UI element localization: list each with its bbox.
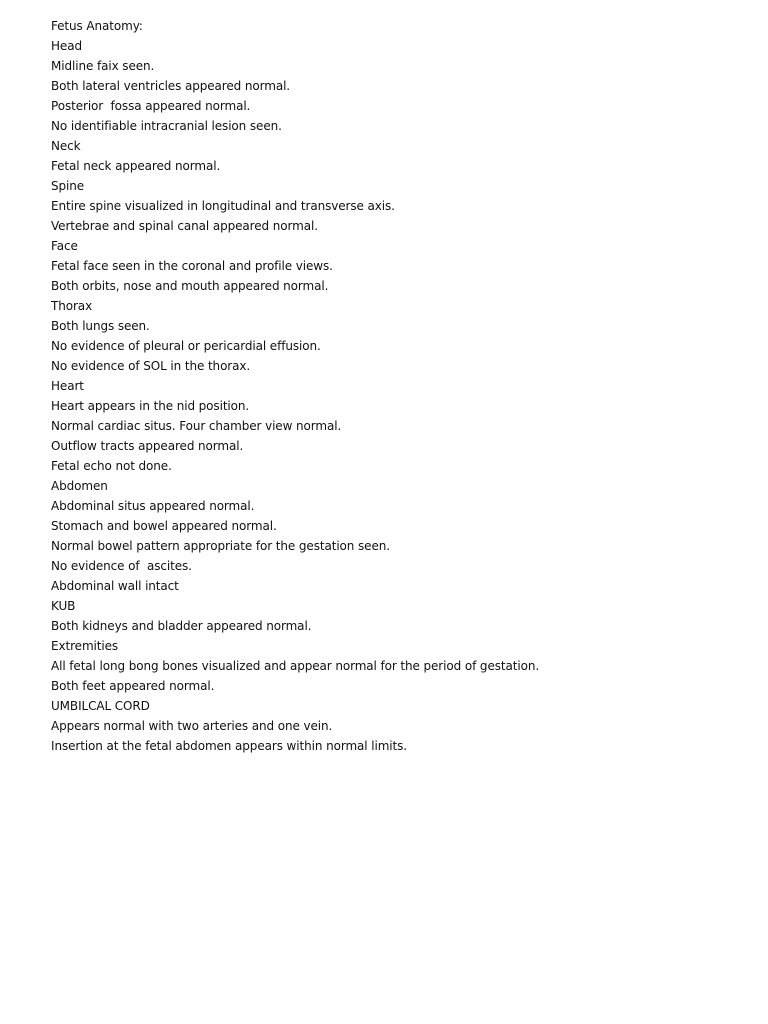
finding-line: Both orbits, nose and mouth appeared normal. (51, 279, 329, 293)
section-heading-heart: Heart (51, 379, 84, 393)
finding-line: Both lungs seen. (51, 319, 150, 333)
section-heading-thorax: Thorax (51, 299, 93, 313)
finding-line: No evidence of SOL in the thorax. (51, 359, 251, 373)
finding-line: No evidence of ascites. (51, 559, 192, 573)
finding-line: Midline faix seen. (51, 59, 155, 73)
finding-line: Both lateral ventricles appeared normal. (51, 79, 291, 93)
section-heading-neck: Neck (51, 139, 81, 153)
finding-line: Fetal echo not done. (51, 459, 172, 473)
section-heading-extremities: Extremities (51, 639, 119, 653)
finding-line: Fetal face seen in the coronal and profile views. (51, 259, 333, 273)
report-title: Fetus Anatomy: (51, 19, 143, 33)
section-heading-kub: KUB (51, 599, 76, 613)
finding-line: Vertebrae and spinal canal appeared normal. (51, 219, 318, 233)
finding-line: Fetal neck appeared normal. (51, 159, 221, 173)
finding-line: Insertion at the fetal abdomen appears within normal limits. (51, 739, 407, 753)
finding-line: Stomach and bowel appeared normal. (51, 519, 277, 533)
finding-line: Normal bowel pattern appropriate for the gestation seen. (51, 539, 390, 553)
finding-line: Abdominal situs appeared normal. (51, 499, 255, 513)
finding-line: Entire spine visualized in longitudinal and transverse axis. (51, 199, 395, 213)
section-heading-face: Face (51, 239, 78, 253)
finding-line: Both kidneys and bladder appeared normal. (51, 619, 312, 633)
finding-line: All fetal long bong bones visualized and appear normal for the period of gestation. (51, 659, 540, 673)
report-page (51, 16, 751, 756)
finding-line: Outflow tracts appeared normal. (51, 439, 244, 453)
section-heading-spine: Spine (51, 179, 85, 193)
finding-line: Appears normal with two arteries and one vein. (51, 719, 333, 733)
section-heading-umbilical-cord: UMBILCAL CORD (51, 699, 150, 713)
finding-line: No evidence of pleural or pericardial effusion. (51, 339, 321, 353)
finding-line: Both feet appeared normal. (51, 679, 215, 693)
finding-line: Normal cardiac situs. Four chamber view normal. (51, 419, 342, 433)
section-heading-head: Head (51, 39, 82, 53)
finding-line: No identifiable intracranial lesion seen. (51, 119, 282, 133)
finding-line: Posterior fossa appeared normal. (51, 99, 251, 113)
finding-line: Abdominal wall intact (51, 579, 179, 593)
section-heading-abdomen: Abdomen (51, 479, 108, 493)
finding-line: Heart appears in the nid position. (51, 399, 250, 413)
